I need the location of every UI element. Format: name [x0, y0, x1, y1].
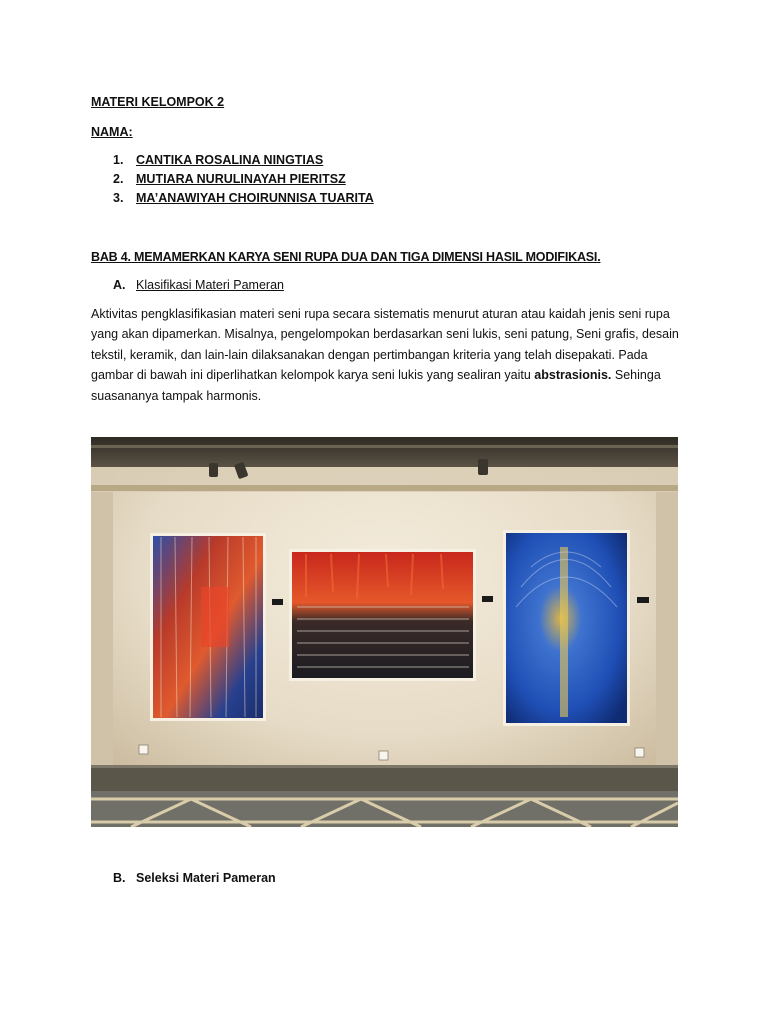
section-a-number: A. [113, 278, 126, 292]
member-number: 2. [113, 172, 124, 186]
painting-label [482, 596, 493, 602]
section-b-heading [0, 871, 768, 887]
painting-right [503, 530, 630, 726]
member-list-item [0, 153, 768, 169]
member-number: 1. [113, 153, 124, 167]
member-name: MA’ANAWIYAH CHOIRUNNISA TUARITA [136, 191, 374, 205]
paragraph-text: Aktivitas pengklasifikasian materi seni rupa secara sistematis menurut aturan atau kaidah jenis seni rupa yang akan dipamerkan. Misalnya, pengelompokan berdasarkan seni lukis, seni patung, Seni grafis, desain tekstil, keramik, dan lain-lain dilaksanakan dengan pertimbangan kriteria yang telah disepakati. Pada gambar di bawah ini diperlihatkan kelompok karya seni lukis yang sealiran yaitu [91, 307, 679, 383]
section-b-number: B. [113, 871, 126, 885]
painting-label [637, 597, 649, 603]
painting-center [289, 549, 476, 681]
section-a-title: Klasifikasi Materi Pameran [136, 278, 284, 292]
paragraph-bold-term: abstrasionis. [534, 368, 612, 383]
chapter-title: BAB 4. MEMAMERKAN KARYA SENI RUPA DUA DAN TIGA DIMENSI HASIL MODIFIKASI. [91, 250, 601, 264]
member-name: CANTIKA ROSALINA NINGTIAS [136, 153, 324, 167]
gallery-photo [91, 437, 678, 827]
gallery-ceiling [91, 437, 678, 467]
names-label: NAMA: [91, 125, 133, 139]
member-name: MUTIARA NURULINAYAH PIERITSZ [136, 172, 346, 186]
paragraph-text-end: Sehinga suasananya tampak harmonis. [91, 368, 661, 403]
member-list-item [0, 191, 768, 207]
member-list-item [0, 172, 768, 188]
section-b-title: Seleksi Materi Pameran [136, 871, 276, 885]
painting-left [150, 533, 266, 721]
member-number: 3. [113, 191, 124, 205]
group-title: MATERI KELOMPOK 2 [91, 95, 225, 109]
section-a-heading [0, 278, 768, 294]
gallery-skirting [91, 765, 678, 791]
section-a-paragraph [91, 304, 683, 406]
painting-label [272, 599, 283, 605]
